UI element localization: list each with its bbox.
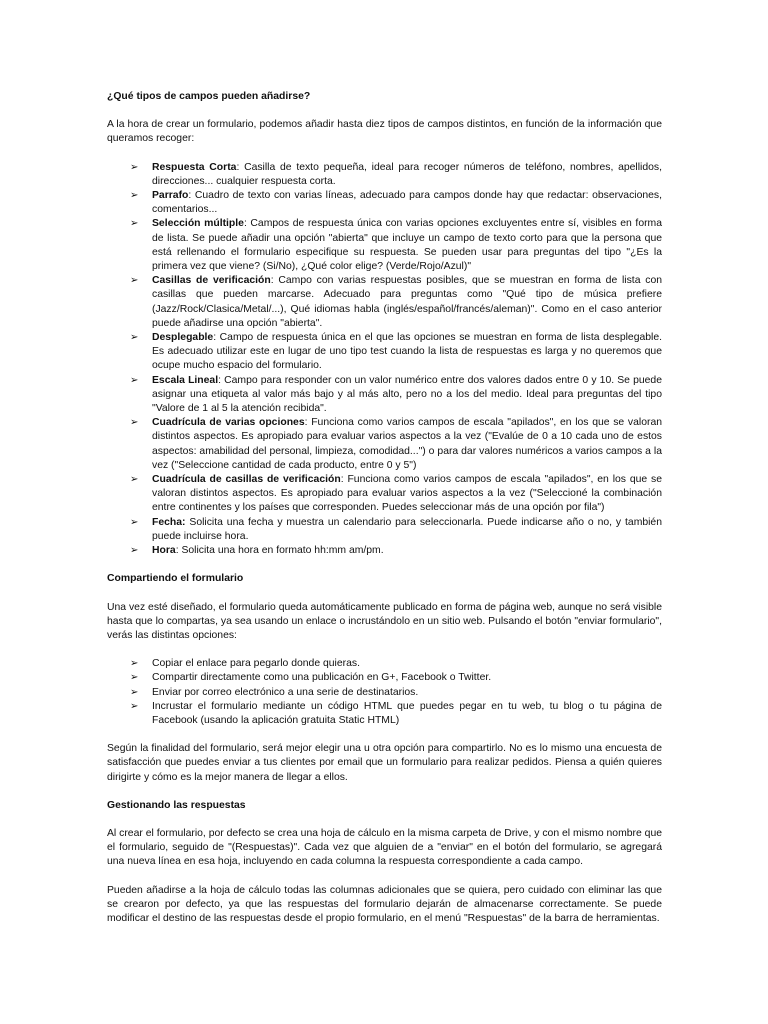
option-text: Incrustar el formulario mediante un código HTML que puedes pegar en tu web, tu blog o tu página de Facebook (usando la aplicación gratuita Static HTML) xyxy=(152,700,662,726)
sharing-options-list xyxy=(107,657,662,728)
list-item xyxy=(107,416,662,473)
term-description: : Campo de respuesta única en el que las opciones se muestran en forma de lista desplegable. Es adecuado utilizar este en lugar de uno tipo test cuando la lista de respuestas es larga y no queremos que ocupe mucho espacio del formulario. xyxy=(152,332,662,372)
list-item xyxy=(107,331,662,374)
list-item xyxy=(107,671,662,685)
list-item xyxy=(107,374,662,417)
list-item xyxy=(107,274,662,331)
arrow-bullet-icon: ➢ xyxy=(130,161,139,173)
arrow-bullet-icon: ➢ xyxy=(130,417,139,429)
arrow-bullet-icon: ➢ xyxy=(130,658,139,670)
arrow-bullet-icon: ➢ xyxy=(130,474,139,486)
arrow-bullet-icon: ➢ xyxy=(130,275,139,287)
term-description: : Casilla de texto pequeña, ideal para recoger números de teléfono, nombres, apellidos, direcciones... cualquier respuesta corta. xyxy=(152,161,662,187)
term-label: Fecha: xyxy=(152,516,186,528)
term-description: : Funciona como varios campos de escala "apilados", en los que se valoran distintos aspectos. Es apropiado para evaluar varios aspectos a la vez ("Seleccioné la combinación entre continentes y los países que corresponden. Puedes seleccionar más de una opción por fila") xyxy=(152,474,663,514)
list-item xyxy=(107,217,662,274)
term-label: Desplegable xyxy=(152,332,214,344)
field-types-list xyxy=(107,161,662,559)
sharing-intro-paragraph: Una vez esté diseñado, el formulario queda automáticamente publicado en forma de página web, aunque no será visible hasta que lo compartas, ya sea usando un enlace o incrustándolo en un sitio web. Pulsando el botón "enviar formulario", verás las distintas opciones: xyxy=(107,601,662,641)
option-text: Copiar el enlace para pegarlo donde quieras. xyxy=(152,658,360,670)
term-description: : Campo para responder con un valor numérico entre dos valores dados entre 0 y 10. Se puede asignar una etiqueta al valor más bajo y al más alto, pero no a los del medio. Ideal para preguntas del tipo "Valore de 1 al 5 la atención recibida". xyxy=(152,374,662,415)
arrow-bullet-icon: ➢ xyxy=(130,218,139,230)
option-text: Compartir directamente como una publicación en G+, Facebook o Twitter. xyxy=(152,672,492,684)
term-label: Hora xyxy=(152,545,176,557)
list-item xyxy=(107,161,662,189)
list-item xyxy=(107,516,662,544)
arrow-bullet-icon: ➢ xyxy=(130,332,139,344)
list-item xyxy=(107,189,662,217)
arrow-bullet-icon: ➢ xyxy=(130,686,139,698)
term-description: : Campos de respuesta única con varias opciones excluyentes entre sí, visibles en forma de lista. Se puede añadir una opción "abierta" que incluye un campo de texto corto para que la persona que está rellenando el formulario especifique su respuesta. Se pueden usar para preguntas del tipo "¿Es la primera vez que viene? (Si/No), ¿Qué color elige? (Verde/Rojo/Azul)" xyxy=(152,218,662,273)
list-item xyxy=(107,686,662,700)
term-label: Respuesta Corta xyxy=(152,161,237,173)
term-label: Escala Lineal xyxy=(152,374,219,386)
term-label: Cuadrícula de casillas de verificación xyxy=(152,474,341,486)
section-heading-responses: Gestionando las respuestas xyxy=(107,799,246,811)
responses-paragraph-2: Pueden añadirse a la hoja de cálculo todas las columnas adicionales que se quiera, pero cuidado con eliminar las que se crearon por defecto, ya que las respuestas del formulario dejarán de almacenarse correctamente. Se puede modificar el destino de las respuestas desde el propio formulario, en el menú "Respuestas" de la barra de herramientas. xyxy=(107,884,662,924)
list-item xyxy=(107,544,662,558)
list-item xyxy=(107,473,662,516)
term-label: Cuadrícula de varias opciones xyxy=(152,417,305,429)
arrow-bullet-icon: ➢ xyxy=(130,672,139,684)
term-label: Selección múltiple xyxy=(152,218,244,230)
term-label: Parrafo xyxy=(152,190,189,202)
term-description: : Solicita una hora en formato hh:mm am/pm. xyxy=(175,545,384,557)
list-item xyxy=(107,657,662,671)
term-description: : Funciona como varios campos de escala "apilados", en los que se valoran distintos aspectos. Es apropiado para evaluar varios aspectos a la vez ("Evalúe de 0 a 10 cada uno de estos aspectos: amabilidad del personal, limpieza, comodidad...") o para dar valores numéricos a varios campos a la vez ("Seleccione cantidad de cada producto, entre 0 y 5") xyxy=(152,417,662,471)
arrow-bullet-icon: ➢ xyxy=(130,190,139,202)
sharing-outro-paragraph: Según la finalidad del formulario, será mejor elegir una u otra opción para compartirlo. No es lo mismo una encuesta de satisfacción que puedes enviar a tus clientes por email que un formulario para realizar pedidos. Piensa a quién quieres dirigirte y cómo es la mejor manera de llegar a ellos. xyxy=(107,743,662,783)
term-description: : Campo con varias respuestas posibles, que se muestran en forma de lista con casillas que pueden marcarse. Adecuado para preguntas como "Qué tipo de música prefiere (Jazz/Rock/Clasica/Metal/...), Qué idiomas habla (inglés/español/francés/aleman)". Como en el caso anterior puede añadirse una opción "abierta". xyxy=(152,275,663,329)
intro-paragraph: A la hora de crear un formulario, podemos añadir hasta diez tipos de campos distintos, en función de la información que queramos recoger: xyxy=(107,119,662,145)
arrow-bullet-icon: ➢ xyxy=(130,700,139,712)
responses-paragraph-1: Al crear el formulario, por defecto se crea una hoja de cálculo en la misma carpeta de Drive, y con el mismo nombre que el formulario, seguido de "(Respuestas)". Cada vez que alguien de a "enviar" en el botón del formulario, se agregará una nueva línea en esa hoja, incluyendo en cada columna la respuesta correspondiente a cada campo. xyxy=(107,827,662,868)
arrow-bullet-icon: ➢ xyxy=(130,516,139,528)
section-heading-sharing: Compartiendo el formulario xyxy=(107,573,244,585)
arrow-bullet-icon: ➢ xyxy=(130,374,139,386)
term-description: Solicita una fecha y muestra un calendario para seleccionarla. Puede indicarse año o no, y también puede incluirse hora. xyxy=(152,516,662,542)
list-item xyxy=(107,700,662,728)
term-description: : Cuadro de texto con varias líneas, adecuado para campos donde hay que redactar: observaciones, comentarios... xyxy=(152,190,662,216)
arrow-bullet-icon: ➢ xyxy=(130,545,139,557)
option-text: Enviar por correo electrónico a una serie de destinatarios. xyxy=(152,686,419,698)
section-heading-field-types: ¿Qué tipos de campos pueden añadirse? xyxy=(107,91,311,102)
document-page xyxy=(107,90,662,940)
term-label: Casillas de verificación xyxy=(152,275,271,287)
